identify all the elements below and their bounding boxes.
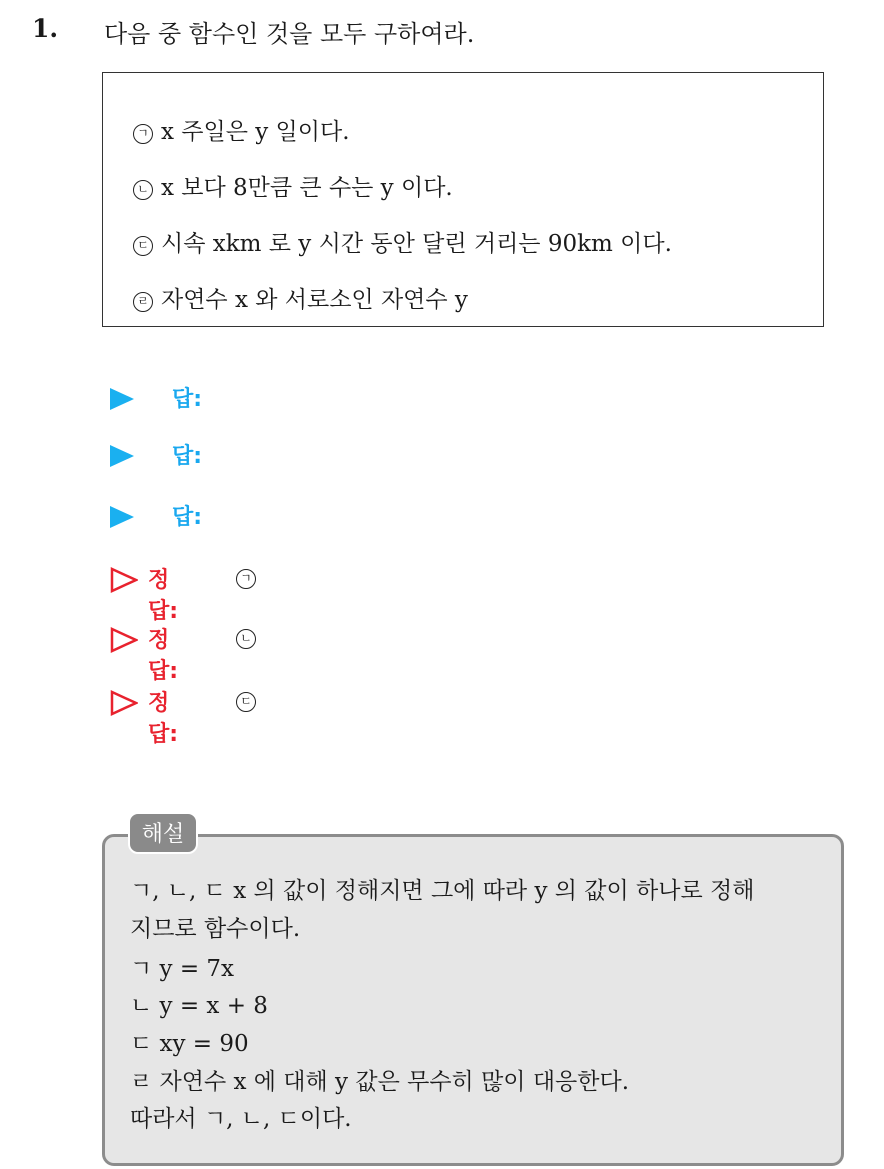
outline-triangle-icon — [110, 690, 138, 716]
answer-key-value: ㄴ — [236, 629, 256, 649]
choice-item — [133, 169, 453, 202]
answer-label: 답: — [172, 505, 203, 530]
choice-item — [133, 281, 468, 314]
choice-text: 자연수 x 와 서로소인 자연수 y — [161, 287, 468, 313]
explanation-line: ㄴ y = x + 8 — [130, 993, 268, 1019]
choice-text: x 주일은 y 일이다. — [161, 119, 350, 145]
outline-triangle-icon — [110, 627, 138, 653]
answer-key-value: ㄷ — [236, 692, 256, 712]
answer-key-label: 정답: — [148, 628, 179, 684]
answer-key-label: 정답: — [148, 568, 179, 624]
question-number: 1. — [32, 14, 59, 43]
answer-label: 답: — [172, 444, 203, 469]
choice-text: 시속 xkm 로 y 시간 동안 달린 거리는 90km 이다. — [161, 231, 672, 257]
choice-marker: ㄷ — [133, 236, 153, 256]
outline-triangle-icon — [110, 567, 138, 593]
choice-text: x 보다 8만큼 큰 수는 y 이다. — [161, 175, 453, 201]
explanation-line: 지므로 함수이다. — [130, 916, 301, 942]
explanation-line: 따라서 ㄱ, ㄴ, ㄷ이다. — [130, 1106, 352, 1132]
play-triangle-icon — [110, 388, 134, 410]
choice-marker: ㄴ — [133, 180, 153, 200]
choice-box — [102, 72, 824, 327]
answer-key-value: ㄱ — [236, 569, 256, 589]
play-triangle-icon — [110, 506, 134, 528]
choice-marker: ㄱ — [133, 124, 153, 144]
choice-item — [133, 113, 350, 146]
explanation-line: ㄱ y = 7x — [130, 956, 235, 982]
choice-marker: ㄹ — [133, 292, 153, 312]
question-text: 다음 중 함수인 것을 모두 구하여라. — [104, 20, 475, 48]
play-triangle-icon — [110, 445, 134, 467]
answer-key-label: 정답: — [148, 691, 179, 747]
answer-label: 답: — [172, 387, 203, 412]
choice-item — [133, 225, 672, 258]
explanation-line: ㄱ, ㄴ, ㄷ x 의 값이 정해지면 그에 따라 y 의 값이 하나로 정해 — [130, 878, 755, 904]
explanation-line: ㄷ xy = 90 — [130, 1031, 249, 1057]
explanation-line: ㄹ 자연수 x 에 대해 y 값은 무수히 많이 대응한다. — [130, 1069, 629, 1095]
explanation-tag: 해설 — [128, 812, 198, 854]
